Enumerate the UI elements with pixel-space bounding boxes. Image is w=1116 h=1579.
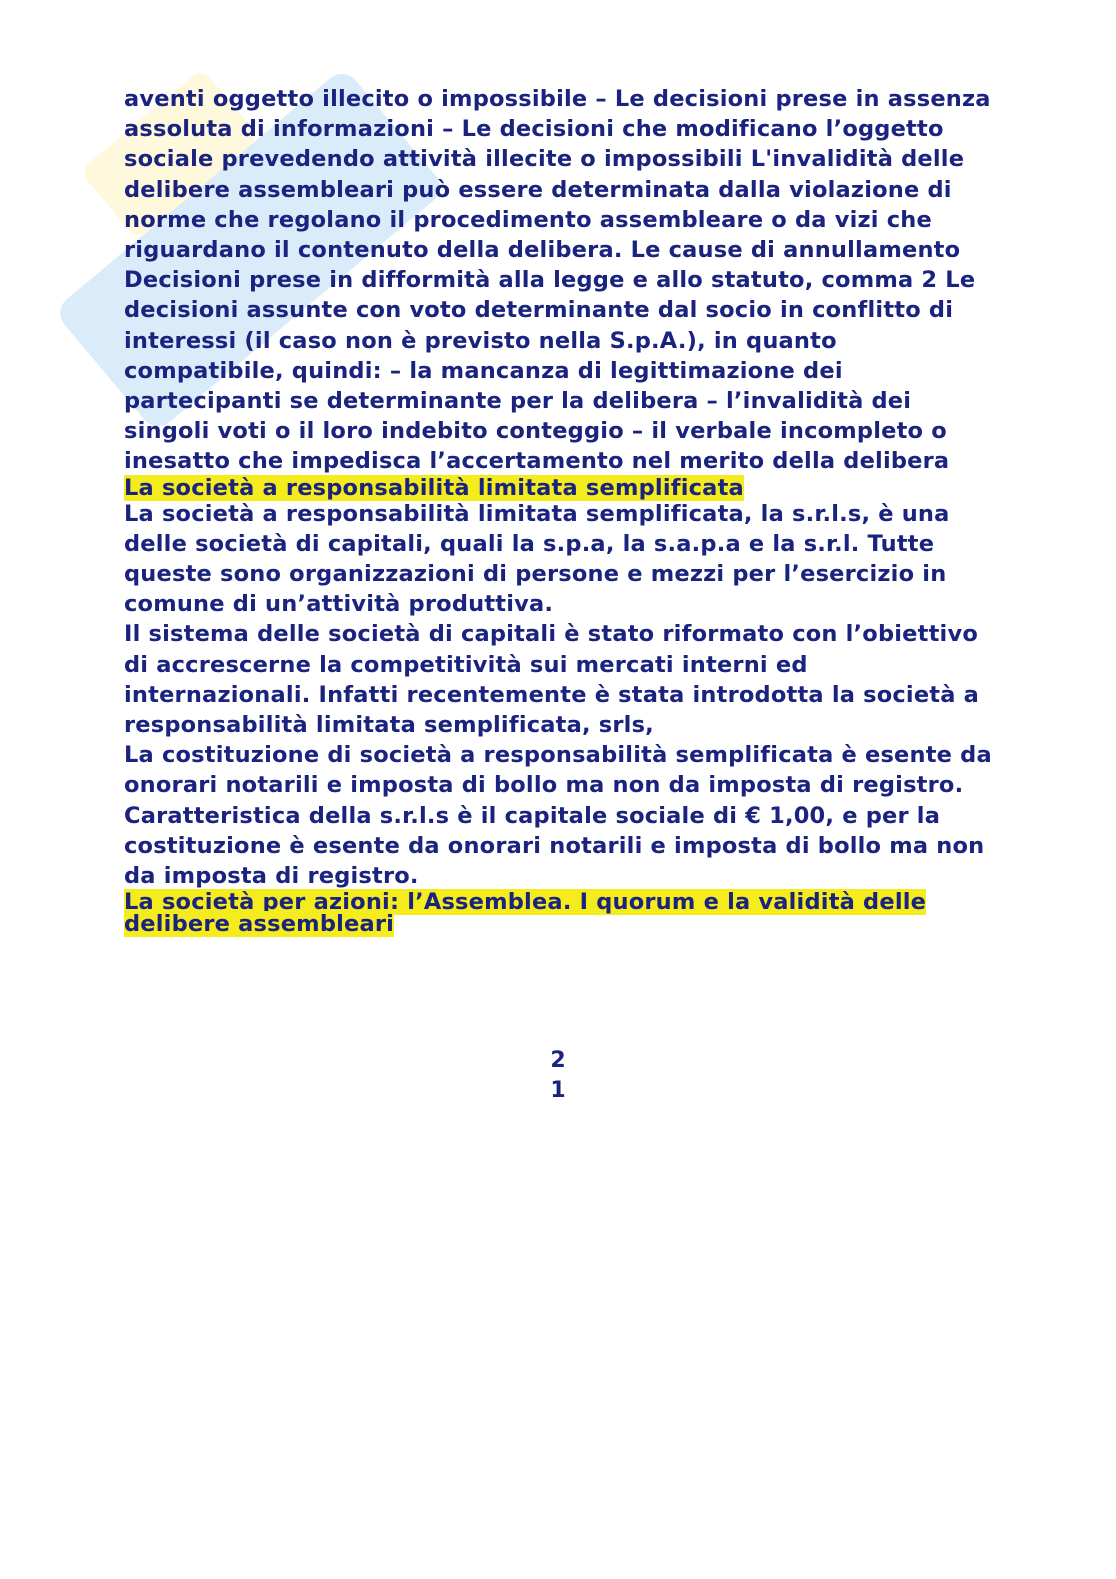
paragraph: aventi oggetto illecito o impossibile – Le decisioni prese in assenza assoluta di informazioni – Le decisioni che modificano l’oggetto sociale prevedendo attività illecite o impossibili L'invalidità delle delibere assembleari può essere determinata dalla violazione di norme che regolano il procedimento assembleare o da vizi che riguardano il contenuto della delibera. Le cause di annullamento Decisioni prese in difformità alla legge e allo statuto, comma 2 Le decisioni assunte con voto determinante dal socio in conflitto di interessi (il caso non è previsto nella S.p.A.), in quanto compatibile, quindi: – la mancanza di legittimazione dei partecipanti se determinante per la delibera – l’invalidità dei singoli voti o il loro indebito conteggio – il verbale incompleto o inesatto che impedisca l’accertamento nel merito della delibera	[124, 86, 991, 475]
section-heading	[124, 889, 994, 938]
section-heading	[124, 474, 994, 501]
document-body	[124, 84, 994, 938]
section-heading-text: La società per azioni: l’Assemblea. I quorum e la validità delle delibere assembleari	[124, 889, 927, 938]
page-number-line: 1	[550, 1078, 566, 1103]
paragraph: La società a responsabilità limitata semplificata, la s.r.l.s, è una delle società di capitali, quali la s.p.a, la s.a.p.a e la s.r.l. Tutte queste sono organizzazioni di persone e mezzi per l’esercizio in comune di un’attività produttiva.	[124, 500, 950, 618]
paragraph: Il sistema delle società di capitali è stato riformato con l’obiettivo di accrescerne la competitività sui mercati interni ed internazionali. Infatti recentemente è stata introdotta la società a responsabilità limitata semplificata, srls,	[124, 621, 980, 739]
paragraph: La costituzione di società a responsabilità semplificata è esente da onorari notarili e imposta di bollo ma non da imposta di registro. Caratteristica della s.r.l.s è il capitale sociale di € 1,00, e per la costituzione è esente da onorari notarili e imposta di bollo ma non da imposta di registro.	[124, 742, 992, 890]
section-heading-text: La società a responsabilità limitata semplificata	[124, 474, 744, 501]
page-number-line: 2	[550, 1048, 566, 1073]
page-number	[0, 1046, 1116, 1106]
